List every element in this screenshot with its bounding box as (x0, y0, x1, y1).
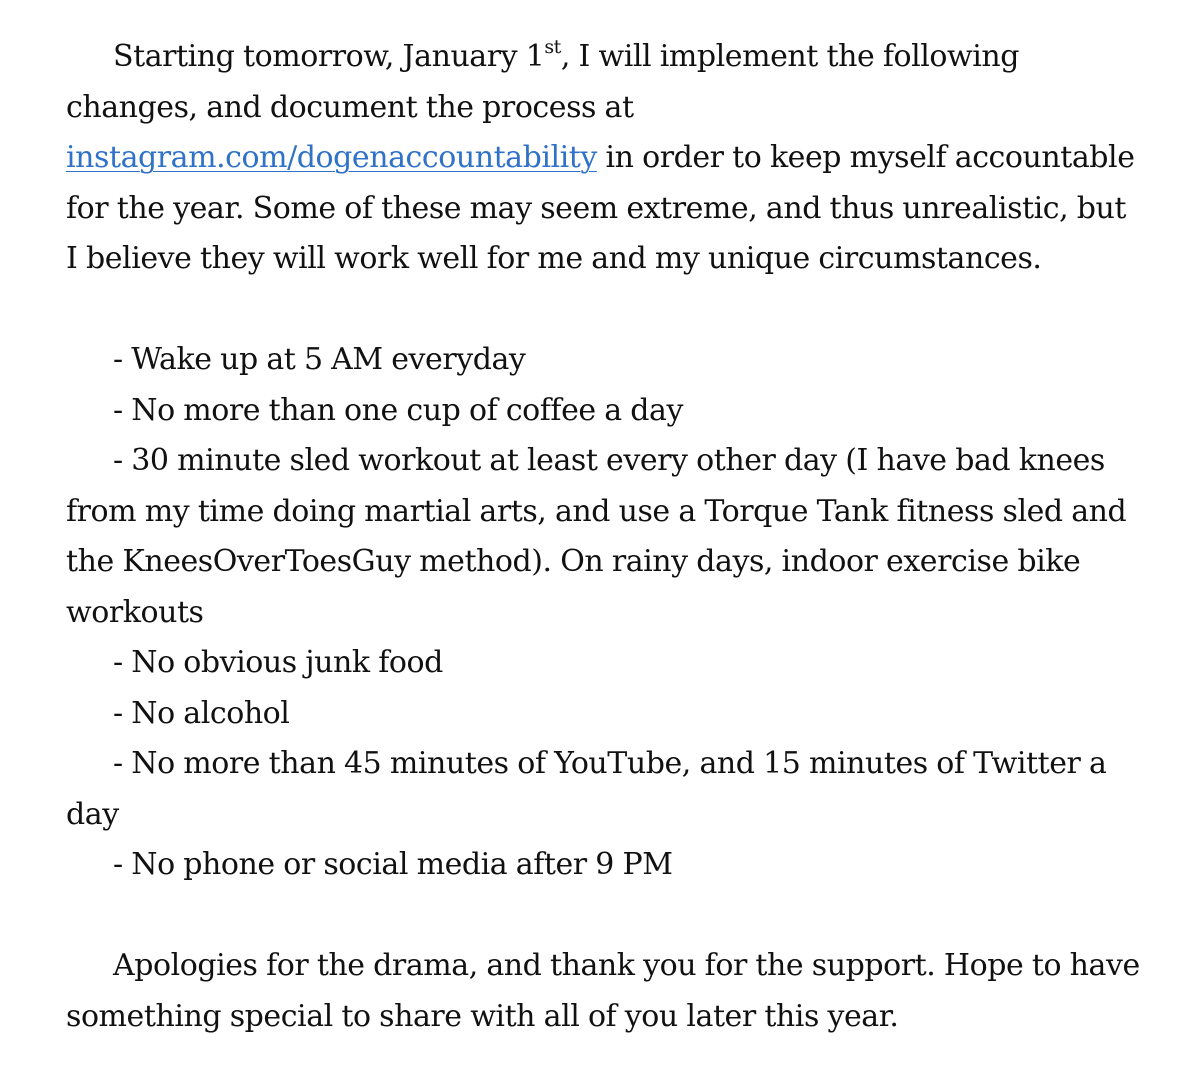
list-item: - No alcohol (113, 695, 290, 731)
closing-paragraph: Apologies for the drama, and thank you for the support. Hope to have something special to share with all of you later this year. (66, 948, 1140, 1034)
list-item: - No phone or social media after 9 PM (113, 847, 673, 882)
ordinal-suffix: st (544, 36, 561, 58)
intro-text-middle: , I will implement the following changes, and document the process at (66, 39, 1020, 125)
list-item: - No more than one cup of coffee a day (113, 392, 683, 428)
instagram-link[interactable]: instagram.com/dogenaccountability (66, 140, 597, 175)
paragraph-spacer (66, 285, 1140, 336)
list-item: - No obvious junk food (113, 645, 443, 680)
intro-text-end: in order to keep myself accountable for the year. Some of these may seem extreme, and thus unrealistic, but I believe they will work well for me and my unique circumstances. (66, 140, 1135, 276)
intro-paragraph (66, 32, 1140, 285)
list-item: - 30 minute sled workout at least every other day (I have bad knees from my time doing martial arts, and use a Torque Tank fitness sled and the KneesOverToesGuy method). On rainy days, indoor exercise bike workouts (66, 443, 1127, 630)
list-item: - Wake up at 5 AM everyday (113, 342, 526, 377)
intro-text-start: Starting tomorrow, January 1 (113, 39, 545, 74)
paragraph-spacer (66, 891, 1140, 942)
list-item: - No more than 45 minutes of YouTube, and 15 minutes of Twitter a day (66, 746, 1107, 832)
